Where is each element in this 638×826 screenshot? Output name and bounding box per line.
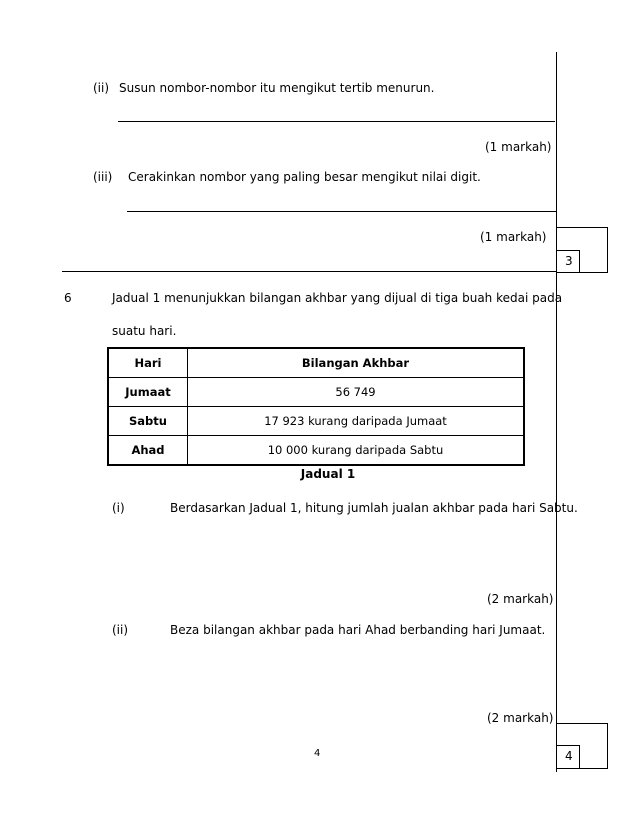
table-header-bilangan: Bilangan Akhbar <box>188 348 525 378</box>
q6-intro-line2: suatu hari. <box>112 324 177 338</box>
page-number: 4 <box>314 748 321 759</box>
score-box-q6-value: 4 <box>565 749 573 763</box>
q5-ii-answer-line <box>118 121 555 122</box>
q6-i-number: (i) <box>112 501 125 515</box>
data-table <box>107 347 525 466</box>
q6-ii-number: (ii) <box>112 623 129 637</box>
q5-ii-text: Susun nombor-nombor itu mengikut tertib menurun. <box>119 81 435 95</box>
table-cell-day: Ahad <box>108 436 188 466</box>
margin-rule <box>556 52 557 772</box>
q5-ii-number: (ii) <box>93 81 110 95</box>
table-header-row <box>108 348 524 378</box>
q6-ii-marks: (2 markah) <box>487 711 554 725</box>
q5-iii-text: Cerakinkan nombor yang paling besar mengikut nilai digit. <box>128 170 481 184</box>
q5-iii-marks: (1 markah) <box>480 230 547 244</box>
table-row <box>108 436 524 466</box>
q5-ii-marks: (1 markah) <box>485 140 552 154</box>
q5-iii-answer-line <box>127 211 556 212</box>
table-cell-value: 56 749 <box>188 378 525 407</box>
table-cell-day: Sabtu <box>108 407 188 436</box>
q5-iii-number: (iii) <box>93 170 113 184</box>
table-row <box>108 378 524 407</box>
section-divider <box>62 271 556 272</box>
q6-number: 6 <box>64 291 72 305</box>
table-caption: Jadual 1 <box>300 467 356 481</box>
q6-i-text: Berdasarkan Jadual 1, hitung jumlah jualan akhbar pada hari Sabtu. <box>170 501 578 515</box>
q6-intro-line1: Jadual 1 menunjukkan bilangan akhbar yang dijual di tiga buah kedai pada <box>112 291 563 305</box>
table-row <box>108 407 524 436</box>
table-cell-value: 17 923 kurang daripada Jumaat <box>188 407 525 436</box>
table-cell-day: Jumaat <box>108 378 188 407</box>
score-box-q5-value: 3 <box>565 254 573 268</box>
q6-i-marks: (2 markah) <box>487 592 554 606</box>
q6-ii-text: Beza bilangan akhbar pada hari Ahad berbanding hari Jumaat. <box>170 623 546 637</box>
table-header-hari: Hari <box>108 348 188 378</box>
table-cell-value: 10 000 kurang daripada Sabtu <box>188 436 525 466</box>
